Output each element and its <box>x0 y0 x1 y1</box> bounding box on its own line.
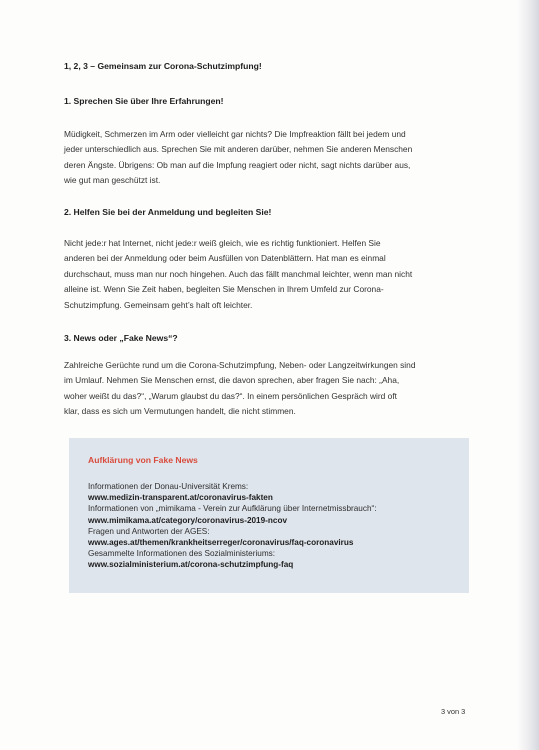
fake-news-info-box <box>69 438 469 593</box>
scan-edge-shadow <box>517 0 539 750</box>
paragraph-line: Müdigkeit, Schmerzen im Arm oder vielleicht gar nichts? Die Impfreaktion fällt bei jedem und <box>64 129 406 139</box>
paragraph-line: Nicht jede:r hat Internet, nicht jede:r weiß gleich, wie es richtig funktioniert. Helfen Sie <box>64 238 381 248</box>
info-entry-label: Gesammelte Informationen des Sozialministeriums: <box>88 549 276 559</box>
paragraph-line: jeder unterschiedlich aus. Sprechen Sie mit anderen darüber, nehmen Sie anderen Menschen <box>64 144 413 155</box>
paragraph-line: im Umlauf. Nehmen Sie Menschen ernst, die davon sprechen, aber fragen Sie nach: „Aha, <box>64 375 400 386</box>
section-2-heading: 2. Helfen Sie bei der Anmeldung und begleiten Sie! <box>64 207 272 217</box>
info-entry-url[interactable]: www.medizin-transparent.at/coronavirus-fakten <box>88 493 273 503</box>
paragraph-line: deren Ängste. Übrigens: Ob man auf die Impfung reagiert oder nicht, sagt nichts darüber aus, <box>64 159 411 170</box>
paragraph-line: wie gut man geschützt ist. <box>64 175 161 186</box>
section-3-paragraph <box>64 358 474 420</box>
paragraph-line: Zahlreiche Gerüchte rund um die Corona-Schutzimpfung, Neben- oder Langzeitwirkungen sind <box>64 360 416 370</box>
paragraph-line: durchschaut, muss man nur noch hingehen. Auch das fällt manchmal leichter, wenn man nicht <box>64 268 413 279</box>
info-entry-url[interactable]: www.ages.at/themen/krankheitserreger/coronavirus/faq-coronavirus <box>88 538 354 548</box>
info-box-entries <box>88 481 377 571</box>
info-entry-label: Informationen von „mimikama - Verein zur Aufklärung über Internetmissbrauch“: <box>88 504 377 514</box>
info-entry-url[interactable]: www.sozialministerium.at/corona-schutzimpfung-faq <box>88 560 294 570</box>
section-1-heading: 1. Sprechen Sie über Ihre Erfahrungen! <box>64 96 224 106</box>
paragraph-line: Schutzimpfung. Gemeinsam geht’s halt oft leichter. <box>64 299 253 310</box>
paragraph-line: anderen bei der Anmeldung oder beim Ausfüllen von Datenblättern. Hat man es einmal <box>64 253 386 264</box>
info-entry-label: Fragen und Antworten der AGES: <box>88 526 210 536</box>
paragraph-line: klar, dass es sich um Vermutungen handelt, die nicht stimmen. <box>64 406 296 417</box>
paragraph-line: woher weißt du das?“, „Warum glaubst du das?“. In einem persönlichen Gespräch wird oft <box>64 390 397 401</box>
page-number: 3 von 3 <box>441 707 466 716</box>
section-2-paragraph <box>64 236 474 313</box>
info-entry-label: Informationen der Donau-Universität Krems: <box>88 482 249 491</box>
section-3-heading: 3. News oder „Fake News“? <box>64 333 178 343</box>
paragraph-line: alleine ist. Wenn Sie Zeit haben, begleiten Sie Menschen in Ihrem Umfeld zur Corona- <box>64 284 384 295</box>
section-1-paragraph <box>64 127 474 189</box>
main-title: 1, 2, 3 – Gemeinsam zur Corona-Schutzimpfung! <box>64 61 262 71</box>
info-box-title: Aufklärung von Fake News <box>88 455 198 465</box>
info-entry-url[interactable]: www.mimikama.at/category/coronavirus-2019-ncov <box>88 515 288 525</box>
